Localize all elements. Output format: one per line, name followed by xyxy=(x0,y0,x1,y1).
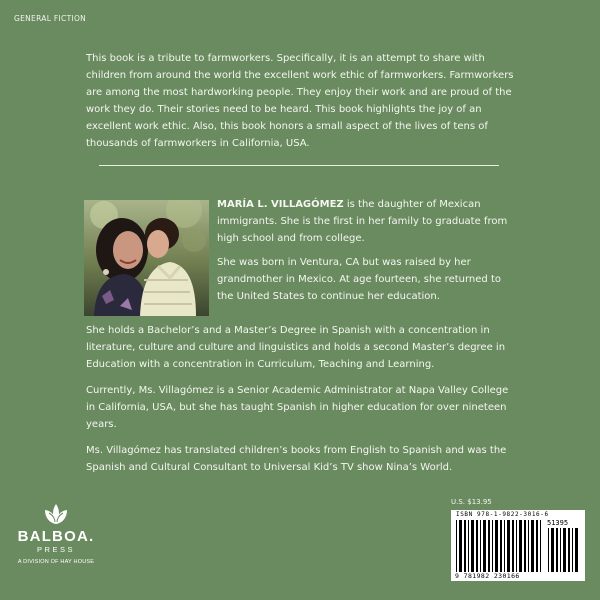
bio-paragraph-4: Currently, Ms. Villagómez is a Senior Academic Administrator at Napa Valley College in California, USA, but she has taught Spanish in higher education for over nineteen years. xyxy=(86,385,509,430)
divider xyxy=(99,165,499,166)
blurb-text: This book is a tribute to farmworkers. Specifically, it is an attempt to share with children from around the world the excellent work ethic of farmworkers. Farmworkers are among the most hardworking people. They enjoy their work and are proud of the work they do. Their stories need to be heard. This book highlights the joy of an excellent work ethic. Also, this book honors a small aspect of the lives of tens of thousands of farmworkers in California, USA. xyxy=(86,53,514,149)
bio-intro-text: is the daughter of Mexican immigrants. She is the first in her family to graduate from high school and from college. xyxy=(217,199,508,244)
author-bio-intro xyxy=(217,196,517,312)
author-bio-body xyxy=(86,322,518,485)
author-name: MARÍA L. VILLAGÓMEZ xyxy=(217,199,344,210)
bio-paragraph-5: Ms. Villagómez has translated children’s books from English to Spanish and was the Spanish and Cultural Consultant to Universal Kid’s TV show Nina’s World. xyxy=(86,445,507,473)
genre-label: GENERAL FICTION xyxy=(14,14,87,23)
isbn-barcode xyxy=(451,510,585,581)
bio-paragraph-3: She holds a Bachelor’s and a Master’s Degree in Spanish with a concentration in literature, culture and culture and linguistics and holds a second Master’s degree in Education with a concentration in Curriculum, Teaching and Learning. xyxy=(86,325,506,370)
addon-bars xyxy=(547,528,581,572)
publisher-imprint: PRESS xyxy=(37,545,75,554)
book-blurb xyxy=(86,50,518,152)
price-label: U.S. $13.95 xyxy=(451,498,492,506)
ean-digits: 9 781982 230166 xyxy=(455,572,520,580)
ean-bars xyxy=(455,520,543,572)
publisher-division: A DIVISION OF HAY HOUSE xyxy=(17,559,95,565)
bio-paragraph-2: She was born in Ventura, CA but was raised by her grandmother in Mexico. At age fourteen, she returned to the United States to continue her education. xyxy=(217,257,501,302)
author-photo xyxy=(84,200,209,316)
bio-paragraph-1 xyxy=(217,196,517,247)
lotus-icon xyxy=(43,504,69,528)
isbn-label: ISBN 978-1-9822-3016-6 xyxy=(456,511,549,518)
publisher-logo xyxy=(10,504,102,584)
addon-digits: 51395 xyxy=(547,519,569,527)
publisher-name: BALBOA. xyxy=(17,528,95,545)
